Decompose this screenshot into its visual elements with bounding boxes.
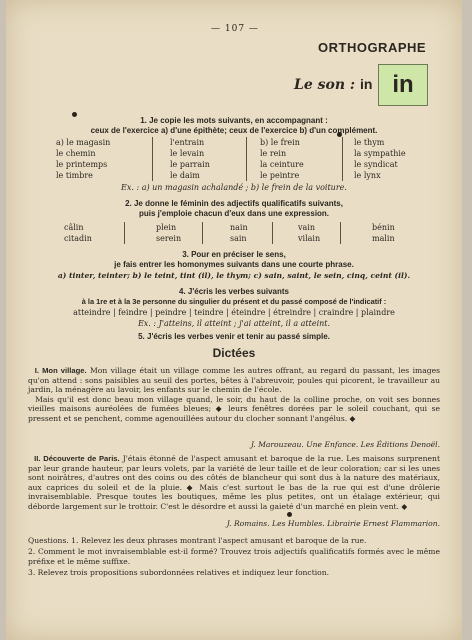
exercise-2-word-col: [298, 222, 320, 244]
word: le printemps: [56, 160, 108, 169]
word: b) le frein: [260, 138, 300, 147]
exercise-1-column-c: [260, 137, 304, 181]
sound-label-prefix: Le son :: [294, 77, 356, 93]
exercise-2-word-col: [156, 222, 181, 244]
divider: [342, 137, 343, 181]
word: le chemin: [56, 149, 96, 158]
exercise-1-column-d: [354, 137, 406, 181]
question-1: Questions. 1. Relevez les deux phrases montrant l'aspect amusant et baroque de la rue.: [28, 536, 367, 545]
word: vain: [298, 223, 315, 232]
dictees-heading: Dictées: [212, 346, 256, 360]
sound-box: in: [378, 64, 428, 106]
verb: atteindre: [73, 308, 111, 317]
verb: feindre: [118, 308, 148, 317]
dictee-1-title: I. Mon village.: [34, 366, 87, 375]
sound-label: [294, 76, 372, 93]
exercise-1-title: 1. Je copie les mots suivants, en accompagnant :: [140, 116, 328, 125]
word: la ceinture: [260, 160, 304, 169]
word: a) le magasin: [56, 138, 111, 147]
exercise-4-title: 4. J'écris les verbes suivants: [179, 287, 289, 296]
word: le parrain: [170, 160, 210, 169]
word: la sympathie: [354, 149, 406, 158]
sound-label-value: in: [359, 76, 373, 92]
binding-hole: [287, 512, 292, 517]
word: le peintre: [260, 171, 300, 180]
word: vilain: [298, 234, 321, 243]
exercise-4-verbs: atteindre | feindre | peindre | teindre | éteindre | étreindre | craindre | plaindre: [73, 308, 395, 317]
divider: [202, 222, 203, 244]
verb: teindre: [194, 308, 224, 317]
section-title: ORTHOGRAPHE: [318, 40, 427, 55]
exercise-2-word-col: [230, 222, 248, 244]
exercise-2-word-col: [64, 222, 92, 244]
exercise-1-subtitle: ceux de l'exercice a) d'une épithète; ceux de l'exercice b) d'un complément.: [90, 126, 378, 135]
verb: peindre: [155, 308, 187, 317]
word: câlin: [64, 223, 84, 232]
exercise-1-column-b: [170, 137, 210, 181]
verb: plaindre: [361, 308, 395, 317]
word: le lynx: [354, 171, 381, 180]
word: bénin: [372, 223, 395, 232]
word: le thym: [354, 138, 385, 147]
word: le levain: [170, 149, 205, 158]
exercise-1-column-a: [56, 137, 110, 181]
word: plein: [156, 223, 177, 232]
dictee-1-text-2: Mais qu'il est donc beau mon village quand, le soir, du haut de la colline proche, on voit ses bonnes vieilles maisons auréolées de fumées bleues; ◆ leurs fenêtres dorées par le soleil couchant, qui se pressent et se penchent, comme agenouillées autour du clocher sonnant l'angélus. ◆: [28, 394, 441, 423]
exercise-4-example: Ex. : J'atteins, il atteint ; j'ai atteint, il a atteint.: [137, 319, 331, 328]
word: sain: [230, 234, 247, 243]
verb: craindre: [318, 308, 354, 317]
exercise-2-word-col: [372, 222, 395, 244]
dictee-2-source: J. Romains. Les Humbles. Librairie Ernest Flammarion.: [226, 519, 440, 528]
page-number: — 107 —: [211, 24, 259, 34]
dictee-1-text: Mon village était un village comme les autres offrant, au regard du passant, les images qu'on attend : sons paisibles au seuil des portes, bêtes à l'abreuvoir, poules qui picorent, le travailleur au jardin, la ménagère au lavoir, les enfants sur le chemin de l'école.: [28, 366, 440, 395]
book-page: [6, 0, 462, 640]
exercise-5-title: 5. J'écris les verbes venir et tenir au passé simple.: [138, 332, 330, 341]
exercise-1-example: Ex. : a) un magasin achalandé ; b) le frein de la voiture.: [121, 183, 347, 192]
verb: étreindre: [273, 308, 312, 317]
word: le rein: [260, 149, 287, 158]
exercise-3-title: 3. Pour en préciser le sens,: [182, 250, 286, 259]
divider: [152, 137, 153, 181]
divider: [246, 137, 247, 181]
dictee-1: [28, 366, 440, 424]
exercise-2-title: 2. Je donne le féminin des adjectifs qualificatifs suivants,: [125, 199, 343, 208]
divider: [340, 222, 341, 244]
question-3: 3. Relevez trois propositions subordonnées relatives et indiquez leur fonction.: [28, 568, 330, 577]
dictee-2-text: J'étais étonné de l'aspect amusant et baroque de la rue. Les maisons surprenent par leur grande hauteur, par leurs volets, par la variété de leur taille et de leur coloration; car si les unes sont noirâtres, d'autres ont des coins ou des côtés de blancheur qui sont dus à la nature des matériaux, aux caprices du soleil et de la pluie. ◆ Mais c'est surtout le bas de la rue qui est d'une drôlerie invraisemblable. Presque toutes les boutiques, même les plus petites, ont un étalage extérieur, qui déborde largement sur le trottoir. C'est le désordre et aussi la gaieté d'un marché en plein vent. ◆: [28, 454, 440, 511]
divider: [124, 222, 125, 244]
word: serein: [156, 234, 182, 243]
word: le daim: [170, 171, 200, 180]
word: le timbre: [56, 171, 93, 180]
word: nain: [230, 223, 248, 232]
dictee-2-title: II. Découverte de Paris.: [34, 454, 120, 463]
dictee-1-source: J. Marouzeau. Une Enfance. Les Éditions Denoël.: [250, 440, 440, 449]
divider: [272, 222, 273, 244]
word: le syndicat: [354, 160, 398, 169]
exercise-4-subtitle: à la 1re et à la 3e personne du singulier du présent et du passé composé de l'indicatif :: [81, 297, 387, 306]
exercise-2-subtitle: puis j'emploie chacun d'eux dans une expression.: [138, 209, 330, 218]
word: malin: [372, 234, 395, 243]
word: citadin: [64, 234, 92, 243]
exercise-3-subtitle: je fais entrer les homonymes suivants dans une courte phrase.: [114, 260, 354, 269]
exercise-3-words: a) tinter, teinter; b) le teint, tint (il), le thym; c) sain, saint, le sein, cinq, ceint (il).: [57, 271, 411, 280]
question-2: 2. Comment le mot invraisemblable est-il formé? Trouvez trois adjectifs qualificatifs formés avec le même préfixe et le même suffixe.: [28, 547, 440, 566]
dictee-2: [28, 454, 440, 512]
verb: éteindre: [231, 308, 266, 317]
word: l'entrain: [170, 138, 205, 147]
